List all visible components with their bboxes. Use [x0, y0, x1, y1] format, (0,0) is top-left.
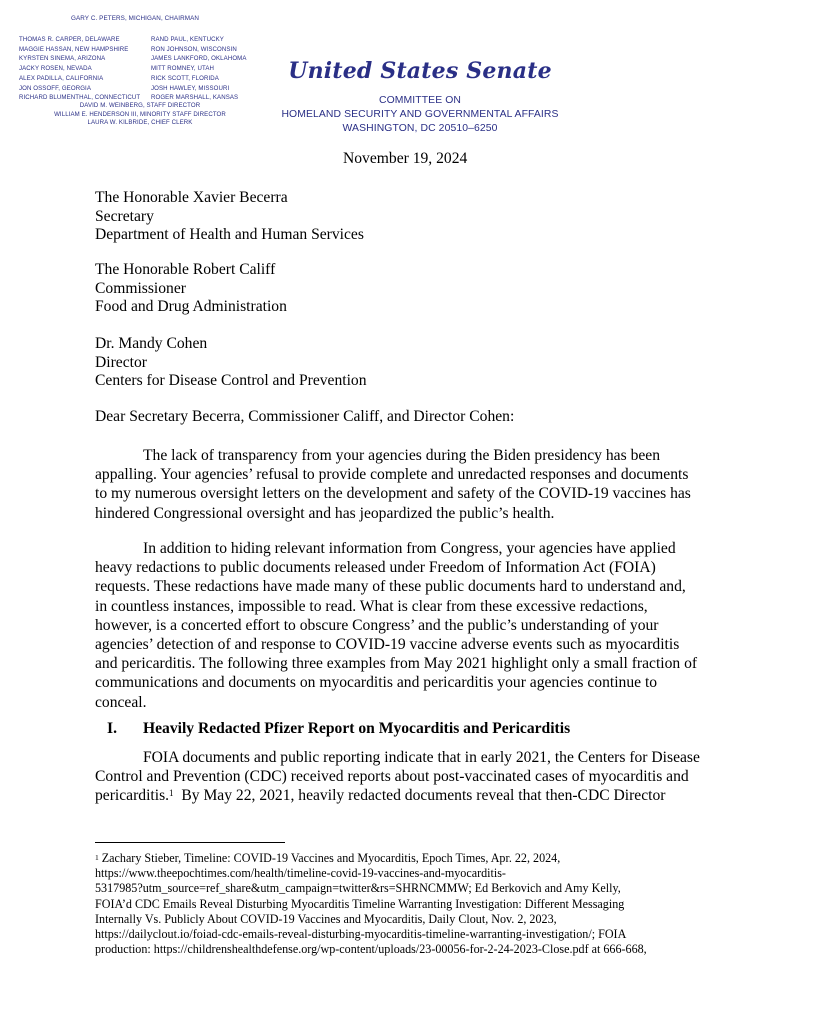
footnote	[95, 851, 647, 957]
paragraph	[95, 748, 725, 806]
committee-line: HOMELAND SECURITY AND GOVERNMENTAL AFFAIRS	[281, 109, 559, 120]
paragraph-line: Control and Prevention (CDC) received reports about post-vaccinated cases of myocarditis and	[95, 768, 689, 786]
footnote-line: 5317985?utm_source=ref_share&utm_campaign=twitter&rs=SHRNCMMW; Ed Berkovich and Amy Kelly,	[95, 881, 621, 896]
paragraph-line: The lack of transparency from your agencies during the Biden presidency has been	[143, 447, 660, 464]
committee-block	[270, 94, 570, 136]
senate-title: United States Senate	[288, 58, 552, 84]
paragraph-line	[95, 786, 725, 805]
paragraph-line: In addition to hiding relevant information from Congress, your agencies have applied	[143, 540, 676, 557]
minority-members-list	[151, 35, 247, 103]
addressee-title: Commissioner	[95, 279, 186, 297]
paragraph-text: pericarditis.	[95, 787, 170, 805]
paragraph-line: and pericarditis. The following three examples from May 2021 highlight only a small fraction of	[95, 655, 698, 673]
member-name: MITT ROMNEY, UTAH	[151, 65, 214, 73]
addressee-block	[95, 335, 367, 391]
footnote-divider	[95, 842, 285, 843]
member-name: RON JOHNSON, WISCONSIN	[151, 45, 237, 53]
staff-line: WILLIAM E. HENDERSON III, MINORITY STAFF DIRECTOR	[54, 110, 226, 118]
footnote-reference[interactable]: 1	[169, 788, 174, 799]
majority-members-list	[19, 35, 140, 103]
addressee-title: Secretary	[95, 207, 154, 225]
paragraph-line: to my numerous oversight letters on the development and safety of the COVID-19 vaccines has	[95, 485, 691, 503]
paragraph-line: requests. These redactions have made many of these public documents hard to understand and,	[95, 578, 686, 596]
salutation: Dear Secretary Becerra, Commissioner Califf, and Director Cohen:	[95, 408, 515, 425]
paragraph-line: conceal.	[95, 693, 147, 711]
addressee-agency: Centers for Disease Control and Prevention	[95, 372, 367, 389]
footnote-line	[95, 851, 647, 866]
addressee-block	[95, 189, 364, 245]
staff-list	[30, 102, 250, 128]
footnote-line: FOIA’d CDC Emails Reveal Disturbing Myocarditis Timeline Warranting Investigation: Different Messaging	[95, 896, 625, 911]
member-name: RICK SCOTT, FLORIDA	[151, 74, 219, 82]
letter-date: November 19, 2024	[343, 150, 468, 167]
paragraph	[95, 446, 725, 523]
footnote-link[interactable]: production: https://childrenshealthdefense.org/wp-content/uploads/23-00056-for-2-24-2023-Close.pdf at 666-668,	[95, 942, 647, 957]
chairman-line: GARY C. PETERS, MICHIGAN, CHAIRMAN	[70, 15, 200, 22]
member-name: JON OSSOFF, GEORGIA	[19, 84, 91, 92]
addressee-agency: Department of Health and Human Services	[95, 226, 364, 243]
member-name: RICHARD BLUMENTHAL, CONNECTICUT	[19, 94, 141, 102]
member-name: JOSH HAWLEY, MISSOURI	[151, 84, 230, 92]
footnote-link[interactable]: https://dailyclout.io/foiad-cdc-emails-reveal-disturbing-myocarditis-timeline-warranting-investigation/; FOIA	[95, 927, 627, 942]
footnote-line: Internally Vs. Publicly About COVID-19 Vaccines and Myocarditis, Daily Clout, Nov. 2, 2023,	[95, 911, 557, 926]
footnote-text: Zachary Stieber, Timeline: COVID-19 Vaccines and Myocarditis, Epoch Times, Apr. 22, 2024,	[98, 851, 561, 865]
paragraph-line: heavy redactions to public documents released under Freedom of Information Act (FOIA)	[95, 559, 656, 577]
addressee-block	[95, 261, 287, 317]
member-name: MAGGIE HASSAN, NEW HAMPSHIRE	[19, 45, 129, 53]
paragraph-line: hindered Congressional oversight and has jeopardized the public’s health.	[95, 504, 555, 522]
paragraph-text: By May 22, 2021, heavily redacted documents reveal that then-CDC Director	[173, 787, 666, 805]
paragraph	[95, 539, 725, 712]
member-name: KYRSTEN SINEMA, ARIZONA	[19, 55, 106, 63]
addressee-name: The Honorable Robert Califf	[95, 261, 276, 278]
addressee-name: The Honorable Xavier Becerra	[95, 189, 288, 206]
footnote-link[interactable]: https://www.theepochtimes.com/health/timeline-covid-19-vaccines-and-myocarditis-	[95, 866, 506, 881]
section-heading	[107, 720, 570, 738]
staff-line: DAVID M. WEINBERG, STAFF DIRECTOR	[79, 102, 201, 109]
staff-line: LAURA W. KILBRIDE, CHIEF CLERK	[87, 119, 193, 127]
paragraph-line: communications and documents on myocarditis and pericarditis your agencies continue to	[95, 674, 658, 692]
paragraph-line: agencies’ detection of and response to COVID-19 vaccine adverse events such as myocarditis	[95, 636, 680, 654]
committee-line: WASHINGTON, DC 20510–6250	[342, 123, 498, 134]
committee-line: COMMITTEE ON	[378, 95, 461, 106]
paragraph-line: FOIA documents and public reporting indicate that in early 2021, the Centers for Disease	[143, 749, 700, 766]
footnote-marker: 1	[95, 853, 99, 862]
member-name: ROGER MARSHALL, KANSAS	[151, 94, 239, 102]
member-name: ALEX PADILLA, CALIFORNIA	[19, 74, 104, 82]
member-name: JAMES LANKFORD, OKLAHOMA	[151, 55, 247, 63]
addressee-title: Director	[95, 353, 147, 371]
member-name: RAND PAUL, KENTUCKY	[151, 36, 224, 43]
addressee-name: Dr. Mandy Cohen	[95, 335, 208, 352]
section-number: I.	[107, 720, 117, 737]
paragraph-line: appalling. Your agencies’ refusal to provide complete and unredacted responses and documents	[95, 466, 689, 484]
paragraph-line: in countless instances, impossible to read. What is clear from these excessive redactions,	[95, 597, 648, 615]
paragraph-line: however, is a concerted effort to obscure Congress’ and the public’s understanding of your	[95, 616, 659, 634]
member-name: THOMAS R. CARPER, DELAWARE	[19, 36, 120, 43]
section-title: Heavily Redacted Pfizer Report on Myocarditis and Pericarditis	[143, 720, 571, 737]
addressee-agency: Food and Drug Administration	[95, 298, 287, 315]
member-name: JACKY ROSEN, NEVADA	[19, 65, 92, 73]
